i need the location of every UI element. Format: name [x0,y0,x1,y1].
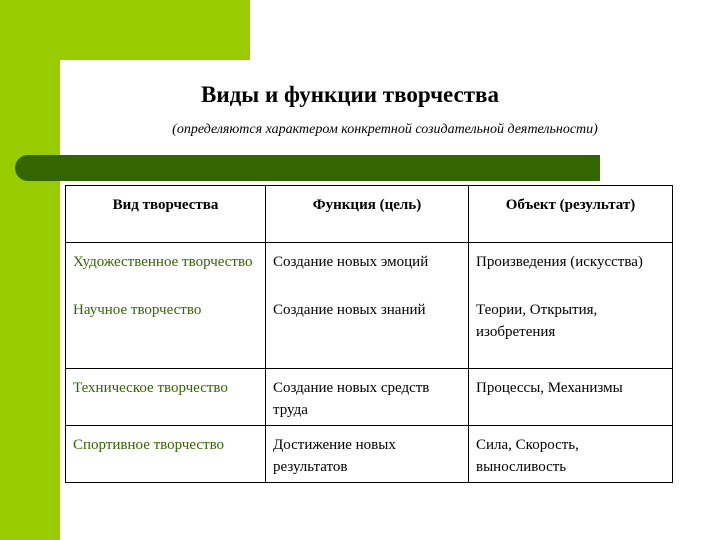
header-object: Объект (результат) [469,186,673,243]
slide-subtitle: (определяются характером конкретной созидательной деятельности) [172,122,598,137]
type-artistic: Художественное творчество [73,254,253,270]
type-cell [66,243,266,369]
type-sport: Спортивное творчество [66,426,266,483]
type-scientific: Научное творчество [73,302,202,318]
table-row [66,369,673,426]
function-scientific: Создание новых знаний [273,302,426,318]
table-row [66,243,673,369]
type-technical: Техническое творчество [66,369,266,426]
table-row [66,426,673,483]
function-technical: Создание новых средств труда [266,369,469,426]
object-scientific: Теории, Открытия, изобретения [476,302,598,340]
object-sport: Сила, Скорость, выносливость [469,426,673,483]
function-artistic: Создание новых эмоций [273,254,429,270]
header-type: Вид творчества [66,186,266,243]
decorative-left-band [0,0,60,540]
table-header-row [66,186,673,243]
function-cell [266,243,469,369]
function-sport: Достижение новых результатов [266,426,469,483]
object-technical: Процессы, Механизмы [469,369,673,426]
header-function: Функция (цель) [266,186,469,243]
decorative-corner [60,60,84,84]
decorative-divider-bar [15,155,600,181]
object-cell [469,243,673,369]
object-artistic: Произведения (искусства) [476,254,643,270]
decorative-top-band [60,0,250,60]
slide-title: Виды и функции творчества [201,82,499,107]
creativity-table [65,185,673,483]
